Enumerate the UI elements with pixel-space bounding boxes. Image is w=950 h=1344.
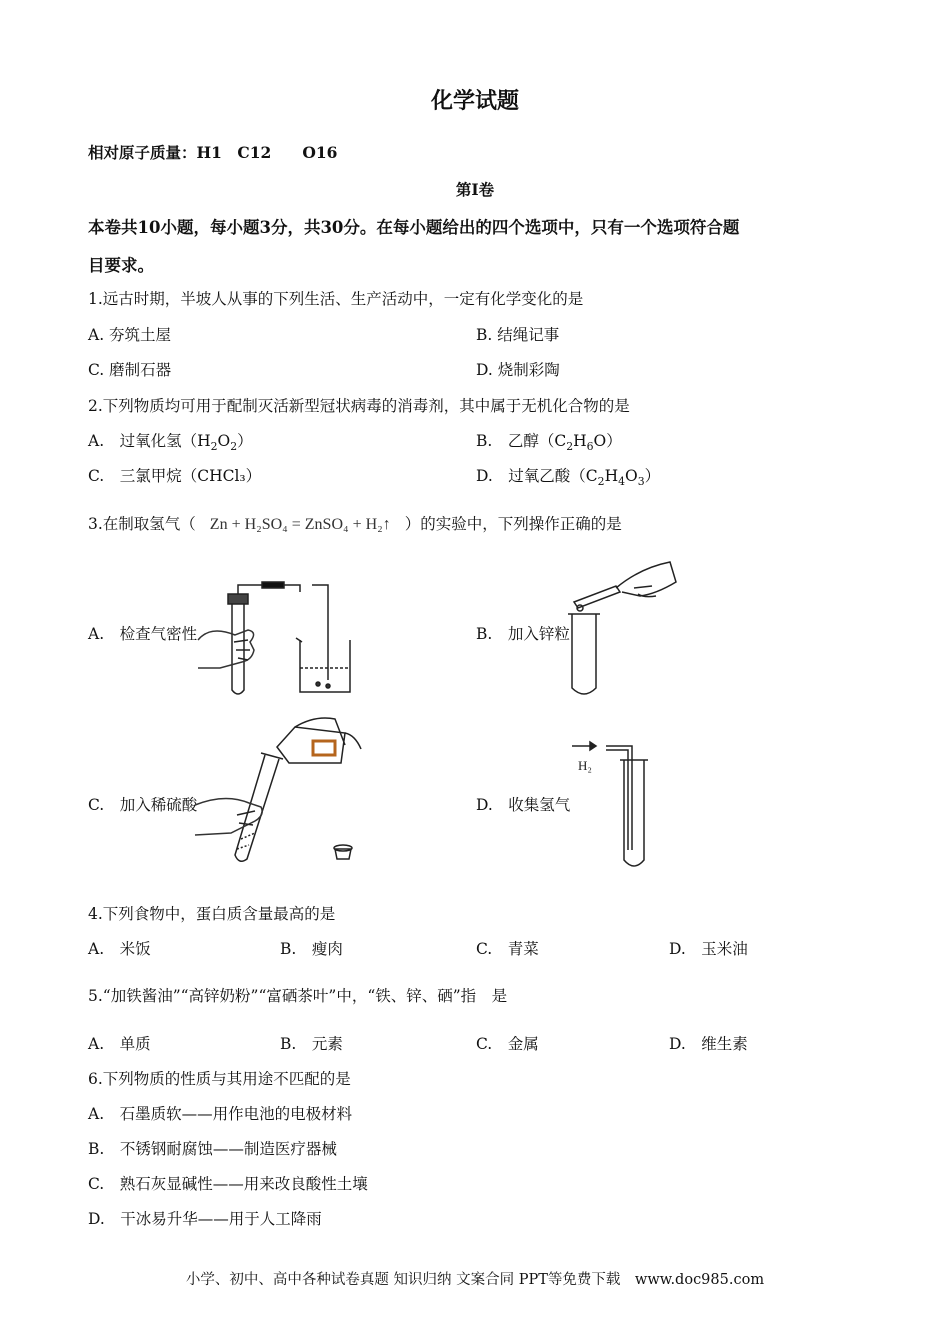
q2-option-a: A. 过氧化氢$(H_2O_2)$ <box>88 432 253 454</box>
q6-option-c: C. 熟石灰显碱性——用来改良酸性土壤 <box>88 1175 368 1193</box>
q4-option-b: B. 瘦肉 <box>280 940 343 958</box>
q2-option-d: D. 过氧乙酸$(C_2H_4O_3)$ <box>476 467 661 489</box>
q1-stem: 1.远古时期，半坡人从事的下列生活、生产活动中，一定有化学变化的是 <box>88 290 584 308</box>
q3-option-c: C. 加入稀硫酸 <box>88 796 198 814</box>
q4-option-c: C. 青菜 <box>476 940 539 958</box>
q3-equation: Zn + H₂SO₄ = ZnSO₄ + H₂↑ <box>209 516 391 533</box>
h2-label: H₂ <box>578 758 592 773</box>
q2-stem: 2.下列物质均可用于配制灭活新型冠状病毒的消毒剂，其中属于无机化合物的是 <box>88 397 630 415</box>
q3-option-a: A. 检查气密性 <box>88 625 198 643</box>
q3-stem: 3.在制取氢气（ Zn + H₂SO₄ = ZnSO₄ + H₂↑ ）的实验中，下列操作正确的是 <box>88 515 622 533</box>
airtightness-check-figure <box>190 580 360 700</box>
q6-stem: 6.下列物质的性质与其用途不匹配的是 <box>88 1070 351 1088</box>
q2-option-c: C. 三氯甲烷（CHCl₃） <box>88 467 262 485</box>
q4-option-d: D. 玉米油 <box>669 940 748 958</box>
instructions-line-1: 本卷共10小题，每小题3分，共30分。在每小题给出的四个选项中，只有一个选项符合题 <box>88 218 740 237</box>
q1-option-d: D. 烧制彩陶 <box>476 361 560 379</box>
q4-option-a: A. 米饭 <box>88 940 151 958</box>
q5-option-c: C. 金属 <box>476 1035 539 1053</box>
q3-option-d: D. 收集氢气 <box>476 796 571 814</box>
q4-stem: 4.下列食物中，蛋白质含量最高的是 <box>88 905 336 923</box>
q1-option-a: A. 夯筑土屋 <box>88 326 172 344</box>
q3-option-b: B. 加入锌粒 <box>476 625 570 643</box>
q6-option-d: D. 干冰易升华——用于人工降雨 <box>88 1210 322 1228</box>
q5-stem: 5.“加铁酱油”“高锌奶粉”“富硒茶叶”中，“铁、锌、硒”指 是 <box>88 987 508 1005</box>
section-heading: 第Ⅰ卷 <box>455 180 495 199</box>
q6-option-a: A. 石墨质软——用作电池的电极材料 <box>88 1105 353 1123</box>
collect-hydrogen-figure <box>570 738 680 873</box>
footer-note: 小学、初中、高中各种试卷真题 知识归纳 文案合同 PPT等免费下载 www.doc985.com <box>185 1272 765 1288</box>
q6-option-b: B. 不锈钢耐腐蚀——制造医疗器械 <box>88 1140 337 1158</box>
page-title: 化学试题 <box>430 88 519 114</box>
atomic-mass-line: 相对原子质量：H1 C12 O16 <box>88 143 338 162</box>
q1-option-c: C. 磨制石器 <box>88 361 172 379</box>
q5-option-d: D. 维生素 <box>669 1035 748 1053</box>
q5-option-a: A. 单质 <box>88 1035 151 1053</box>
q1-option-b: B. 结绳记事 <box>476 326 560 344</box>
instructions-line-2: 目要求。 <box>88 256 154 275</box>
add-acid-figure <box>195 715 375 865</box>
q2-option-b: B. 乙醇$(C_2H_6O)$ <box>476 432 622 454</box>
add-zinc-figure <box>560 558 680 698</box>
q5-option-b: B. 元素 <box>280 1035 343 1053</box>
